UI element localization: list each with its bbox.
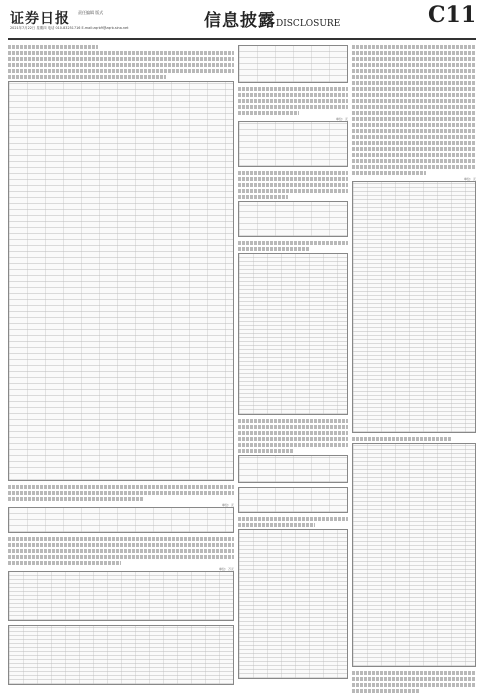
text-line [352,165,476,169]
text-line [238,105,348,109]
data-table [238,121,348,167]
data-table-main [8,81,234,481]
text-line [352,689,420,693]
data-table [238,45,348,83]
text-line [8,75,166,79]
text-line [238,111,299,115]
data-table [8,571,234,621]
text-line [238,93,348,97]
column-left [8,45,234,693]
text-line [8,485,234,489]
text-line [352,171,426,175]
text-line [8,543,234,547]
text-line [352,99,476,103]
masthead-rule [8,38,476,40]
text-line [8,51,234,55]
text-line [352,677,476,681]
text-line [238,195,288,199]
column-right [352,45,476,693]
text-line [238,99,348,103]
editor-line: 责任编辑 版式 [78,10,104,15]
text-line [238,189,348,193]
data-table [8,625,234,685]
text-line [8,57,234,61]
date-contact-line: 2021年7月22日 星期四 电话 010-83251716 E-mail:zqrb9@zqrb.sina.net [10,26,129,30]
text-line [238,517,348,521]
text-line [238,87,348,91]
unit-label: 单位：万元 [218,567,234,571]
text-line [352,69,476,73]
data-table [238,201,348,237]
text-line [352,153,476,157]
data-table [238,455,348,483]
page-number: C11 [428,2,477,28]
text-line [352,63,476,67]
text-line [352,683,476,687]
text-line [352,87,476,91]
text-line [352,129,476,133]
text-line [8,69,234,73]
data-table [8,507,234,533]
data-table [352,181,476,433]
text-line [352,159,476,163]
section-title [204,6,340,31]
text-line [352,111,476,115]
text-line [238,437,348,441]
text-line [352,93,476,97]
text-line [8,555,234,559]
text-line [352,51,476,55]
text-line [238,177,348,181]
text-line [8,491,234,495]
text-line [352,81,476,85]
masthead [0,0,484,42]
unit-label: 单位：元 [463,177,476,181]
column-middle [238,45,348,693]
newspaper-logo: 证券日报 [10,11,70,27]
data-table [238,487,348,513]
text-line [238,523,315,527]
text-line [238,431,348,435]
text-line [352,135,476,139]
section-title-en: DISCLOSURE [276,19,341,29]
unit-label: 单位：元 [221,503,234,507]
text-line [238,425,348,429]
text-line [352,45,476,49]
text-line [352,147,476,151]
text-line [352,123,476,127]
text-line [352,141,476,145]
text-line [352,57,476,61]
text-line [352,105,476,109]
text-line [8,549,234,553]
text-line [8,45,98,49]
section-title-cn: 信息披露 [204,11,276,31]
text-line [8,63,234,67]
data-table [238,253,348,415]
data-table [238,529,348,679]
text-line [352,671,476,675]
text-line [238,247,310,251]
text-line [238,171,348,175]
text-line [8,497,144,501]
text-line [238,449,293,453]
data-table [352,443,476,667]
text-line [352,437,451,441]
text-line [238,241,348,245]
text-line [352,75,476,79]
text-line [8,561,121,565]
text-line [238,419,348,423]
text-line [238,443,348,447]
unit-label: 单位：元 [335,117,348,121]
text-line [8,537,234,541]
text-line [352,117,476,121]
text-line [238,183,348,187]
